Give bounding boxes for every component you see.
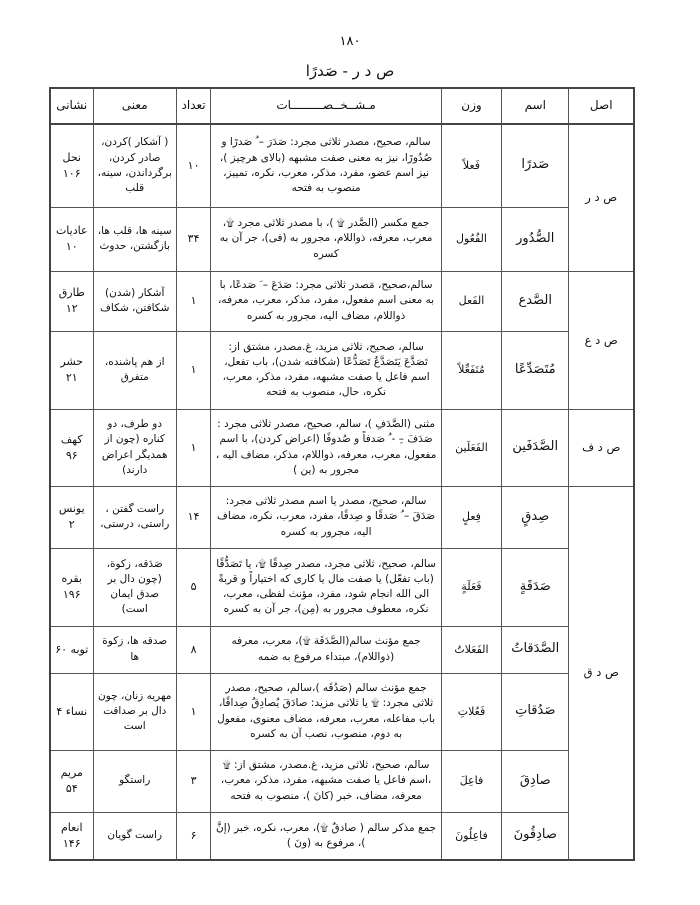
reference-cell: نساء ۴ — [50, 673, 93, 750]
description-cell: سالم، صحیح، مصدر ثلاثی مجرد: صَدَرَ – ُ صَدرًا و صُدُورًا، نیز به معنی صفت مشبهه (بالای هرچیز )، نیز اسم عضو، مفرد، مذکر، معرب، نکره، تمییز، منصوب به فتحه — [211, 124, 442, 207]
count-cell: ۱ — [176, 409, 210, 486]
table-row — [50, 331, 634, 409]
header-desc: مـشــخــصـــــــــات — [211, 88, 442, 124]
header-ref: نشانی — [50, 88, 93, 124]
count-cell: ۳ — [176, 750, 210, 812]
noun-cell: مُتَصَدِّعًا — [502, 331, 569, 409]
count-cell: ۳۴ — [176, 207, 210, 271]
pattern-cell: فَعَلَةٍ — [441, 548, 501, 626]
table-header-row — [50, 88, 634, 124]
reference-cell: طارق ۱۲ — [50, 271, 93, 331]
meaning-cell: دو طرف، دو کناره (چون از همدیگر اعراض دارند) — [93, 409, 176, 486]
pattern-cell: الفَعَلَین — [441, 409, 501, 486]
count-cell: ۱ — [176, 673, 210, 750]
pattern-cell: الفَعل — [441, 271, 501, 331]
lexicon-table — [49, 87, 635, 861]
noun-cell: صَدُقاتِ — [502, 673, 569, 750]
reference-cell: مریم ۵۴ — [50, 750, 93, 812]
meaning-cell: مهریه زنان، چون دال بر صداقت است — [93, 673, 176, 750]
header-wazn: وزن — [441, 88, 501, 124]
noun-cell: صَدَقَةٍ — [502, 548, 569, 626]
header-noun: اسم — [502, 88, 569, 124]
meaning-cell: صدقه ها، زکوة ها — [93, 626, 176, 673]
reference-cell: عادیات ۱۰ — [50, 207, 93, 271]
meaning-cell: آشکار (شدن) شکافتن، شکاف — [93, 271, 176, 331]
count-cell: ۸ — [176, 626, 210, 673]
pattern-cell: فِعلٍ — [441, 486, 501, 548]
meaning-cell: صَدَقه، زکوة، (چون دال بر صدق ایمان است) — [93, 548, 176, 626]
reference-cell: یونس ۲ — [50, 486, 93, 548]
pattern-cell: الفَعَلاتُ — [441, 626, 501, 673]
meaning-cell: سینه ها، قلب ها، بازگشتن، حدوث — [93, 207, 176, 271]
noun-cell: الصُّدُور — [502, 207, 569, 271]
pattern-cell: فاعِلَ — [441, 750, 501, 812]
reference-cell: انعام ۱۴۶ — [50, 812, 93, 860]
pattern-cell: الفُعُول — [441, 207, 501, 271]
reference-cell: توبه ۶۰ — [50, 626, 93, 673]
table-row — [50, 207, 634, 271]
header-meaning: معنی — [93, 88, 176, 124]
pattern-cell: فاعِلُونَ — [441, 812, 501, 860]
description-cell: جمع مذکر سالم ( صادقٌ ۩)، معرب، نکره، خبر (إنَّ )، مرفوع به (ونَ ) — [211, 812, 442, 860]
count-cell: ۱ — [176, 331, 210, 409]
table-row — [50, 673, 634, 750]
count-cell: ۱ — [176, 271, 210, 331]
root-cell: ص د ر — [569, 124, 634, 271]
table-row — [50, 750, 634, 812]
reference-cell: حشر ۲۱ — [50, 331, 93, 409]
table-row — [50, 124, 634, 207]
description-cell: جمع مکسر (الصَّدر ۩ )، با مصدر ثلاثی مجرد ۩، معرب، معرفه، ذواللام، مجرور به (فی)، جر آن به کسره — [211, 207, 442, 271]
meaning-cell: راست گویان — [93, 812, 176, 860]
count-cell: ۱۰ — [176, 124, 210, 207]
root-cell: ص د ق — [569, 486, 634, 860]
description-cell: سالم،صحیح، مَصدر ثلاثی مجرد: صَدَعَ – َ صَدعًا، با به معنی اسم مفعول، مفرد، مذکر، معرب، معرفه، ذواللام، مضاف الیه، مجرور به کسره — [211, 271, 442, 331]
pattern-cell: مُتَفَعِّلاً — [441, 331, 501, 409]
description-cell: سالم، صحیح، مصدر یا اسم مصدر ثلاثی مجرد: صَدَقَ – ُ صَدقًا و صِدقًا، مفرد، معرب، نکره، مضاف الیه، مجرور به کسره — [211, 486, 442, 548]
root-cell: ص د ف — [569, 409, 634, 486]
table-row — [50, 409, 634, 486]
noun-cell: الصَّدَفَین — [502, 409, 569, 486]
noun-cell: الصَّدع — [502, 271, 569, 331]
page-title: ص د ر - صَدرًا — [305, 62, 395, 80]
noun-cell: صادِقَ — [502, 750, 569, 812]
meaning-cell: از هم پاشنده، متفرق — [93, 331, 176, 409]
reference-cell: بقره ۱۹۶ — [50, 548, 93, 626]
pattern-cell: فَعلاً — [441, 124, 501, 207]
count-cell: ۶ — [176, 812, 210, 860]
count-cell: ۵ — [176, 548, 210, 626]
table-row — [50, 548, 634, 626]
description-cell: مثنی (الصَّدَفِ )، سالم، صحیح، مصدر ثلاثی مجرد : صَدَفَ –ِ - ُ صَدفاً و صُدوفًا (اعراض کردن)، با اسم مفعول، معرب، معرفه، ذواللام، مذکر، مضاف الیه ، مجرور به (ین ) — [211, 409, 442, 486]
description-cell: سالم، صحیح، ثلاثی مزید، غ.مصدر، مشتق از: ۩ ،اسم فاعل یا صفت مشبهه، مفرد، مذکر، معرب، معرفه، مضاف، خبر (کانَ )، منصوب به فتحه — [211, 750, 442, 812]
page-number: ۱۸۰ — [339, 34, 361, 49]
meaning-cell: ( آشکار )کردن، صادر کردن، برگرداندن، سینه، قلب — [93, 124, 176, 207]
meaning-cell: راست گفتن ، راستی، درستی، — [93, 486, 176, 548]
reference-cell: کهف ۹۶ — [50, 409, 93, 486]
header-count: تعداد — [176, 88, 210, 124]
noun-cell: صِدقٍ — [502, 486, 569, 548]
noun-cell: صَدرًا — [502, 124, 569, 207]
noun-cell: الصَّدَقاتُ — [502, 626, 569, 673]
table-row — [50, 626, 634, 673]
description-cell: سالم، صحیح، ثلاثی مجرد، مصدر صِدقًا ۩، یا تَصَدُّقًا (باب تفعّل) یا صفت مال یا کاری که اختیاراً و قربةً الی الله انجام شود، مفرد، مؤنث لفظی، معرب، نکره، معطوف مجرور به (مِن)، جر آن به کسره — [211, 548, 442, 626]
table-row — [50, 812, 634, 860]
header-asl: اصل — [569, 88, 634, 124]
pattern-cell: فَعُلاتِ — [441, 673, 501, 750]
count-cell: ۱۴ — [176, 486, 210, 548]
table-row — [50, 486, 634, 548]
meaning-cell: راستگو — [93, 750, 176, 812]
description-cell: سالم، صحیح، ثلاثی مزید، غ.مصدر، مشتق از: تَصَدَّعَ یَتَصَدَّعُ تَصَدُّعًا (شکافته شدن)، باب تفعل، اسم فاعل یا صفت مشبهه، مفرد، مذکر، معرب، نکره، حال، منصوب به فتحه — [211, 331, 442, 409]
reference-cell: نحل ۱۰۶ — [50, 124, 93, 207]
description-cell: جمع مؤنث سالم(الصَّدَقَة ۩)، معرب، معرفه (ذواللام)، مبتداء مرفوع به ضمه — [211, 626, 442, 673]
table-row — [50, 271, 634, 331]
root-cell: ص د ع — [569, 271, 634, 409]
description-cell: جمع مؤنث سالم (صَدُقَه )،سالم، صحیح، مصدر ثلاثی مجرد: ۩ یا ثلاثی مزید: صادَقَ یُصادِقُ صِداقًا، باب مفاعله، معرب، معرفه، مضاف معنوی، مفعول به دوم، منصوب، نصب آن به کسره — [211, 673, 442, 750]
noun-cell: صادِقُونَ — [502, 812, 569, 860]
